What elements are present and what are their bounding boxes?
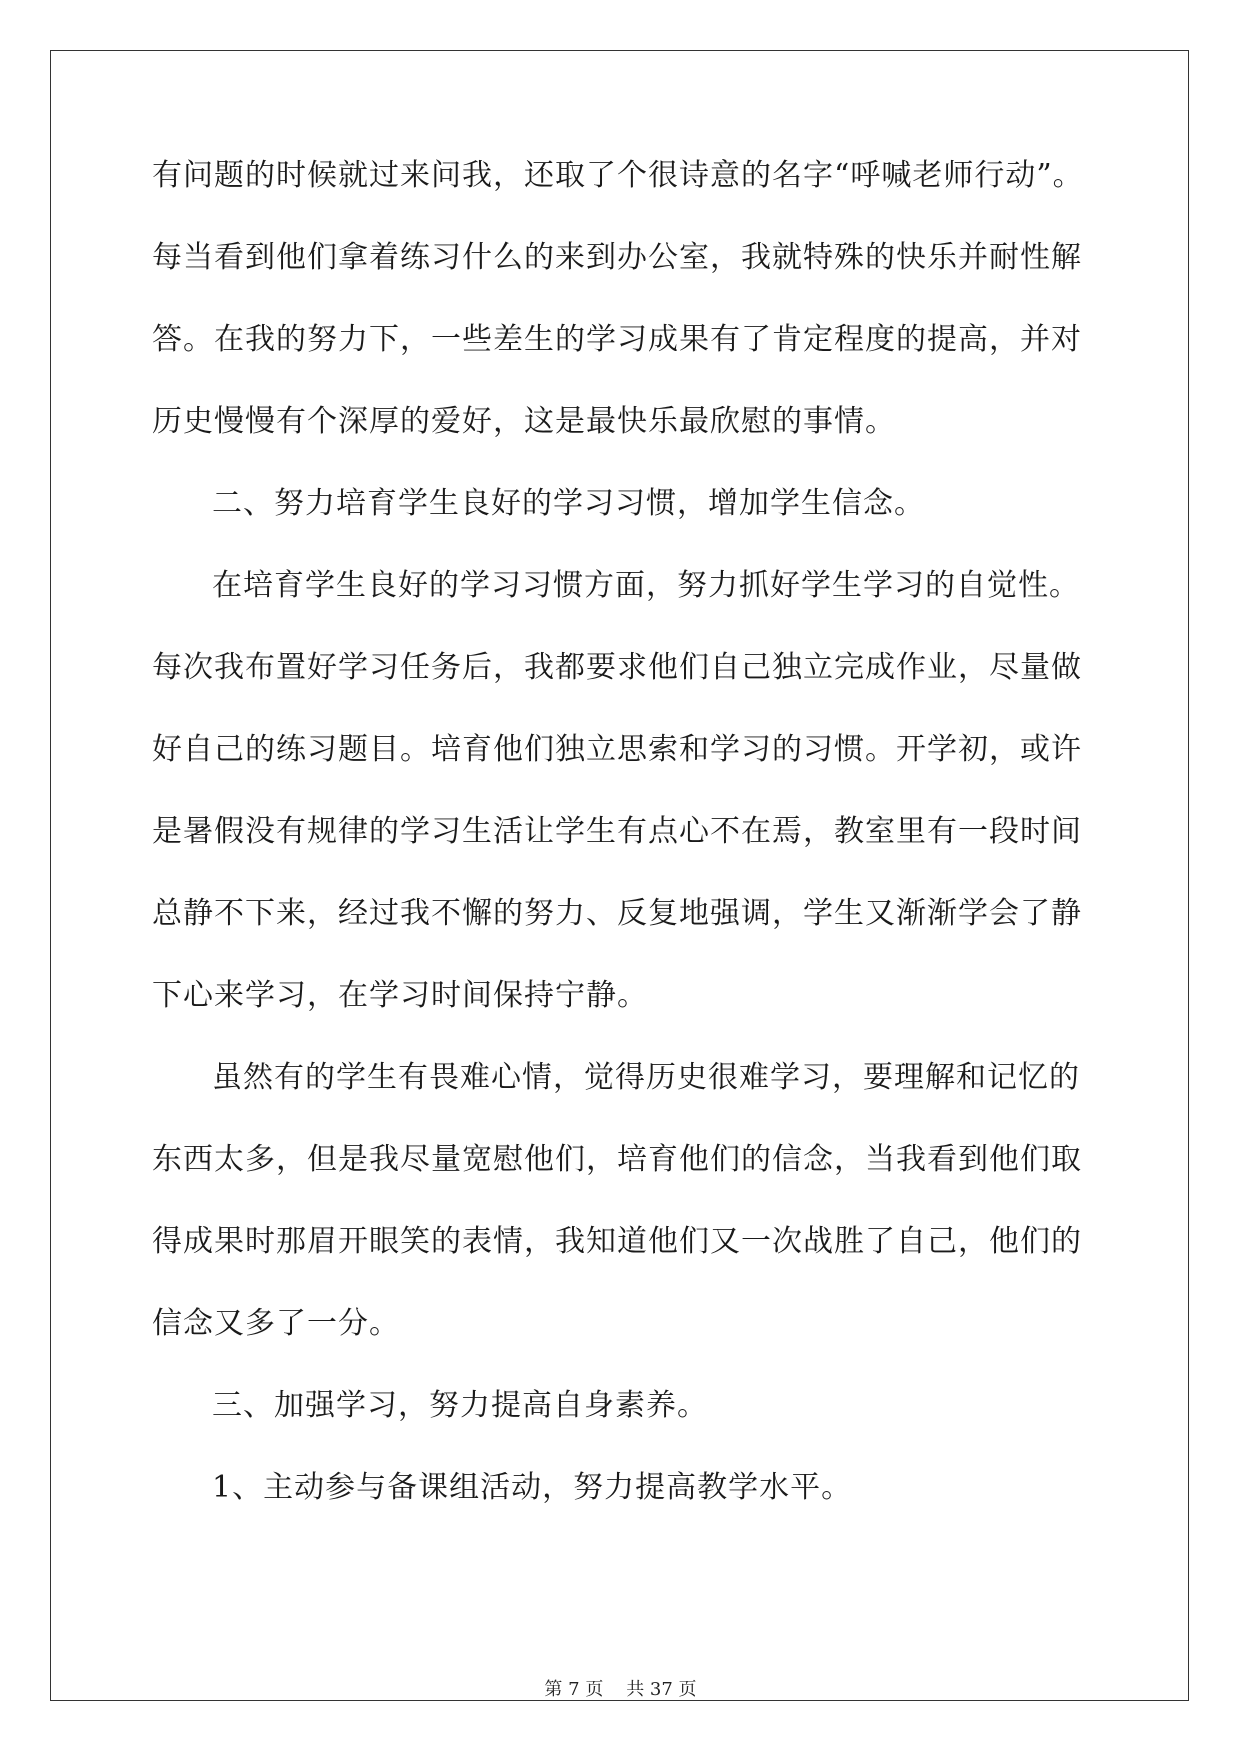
text-line: 东西太多，但是我尽量宽慰他们，培育他们的信念，当我看到他们取 bbox=[152, 1142, 1082, 1177]
text-line: 总静不下来，经过我不懈的努力、反复地强调，学生又渐渐学会了静 bbox=[152, 896, 1082, 931]
text-line: 每当看到他们拿着练习什么的来到办公室，我就特殊的快乐并耐性解 bbox=[152, 240, 1082, 275]
text-line: 答。在我的努力下，一些差生的学习成果有了肯定程度的提高，并对 bbox=[152, 322, 1082, 357]
text-line: 在培育学生良好的学习习惯方面，努力抓好学生学习的自觉性。 bbox=[212, 568, 1080, 603]
page-number: 第 7 页 共 37 页 bbox=[544, 1679, 697, 1700]
section-heading: 三、加强学习，努力提高自身素养。 bbox=[212, 1388, 708, 1423]
document-body bbox=[152, 156, 1092, 1550]
text-line: 虽然有的学生有畏难心情，觉得历史很难学习，要理解和记忆的 bbox=[212, 1060, 1080, 1095]
text-line: 历史慢慢有个深厚的爱好，这是最快乐最欣慰的事情。 bbox=[152, 404, 896, 439]
text-line: 是暑假没有规律的学习生活让学生有点心不在焉，教室里有一段时间 bbox=[152, 814, 1082, 849]
text-line: 下心来学习，在学习时间保持宁静。 bbox=[152, 978, 648, 1013]
list-item: 1、主动参与备课组活动，努力提高教学水平。 bbox=[212, 1470, 853, 1505]
text-line: 信念又多了一分。 bbox=[152, 1306, 400, 1341]
text-line: 得成果时那眉开眼笑的表情，我知道他们又一次战胜了自己，他们的 bbox=[152, 1224, 1082, 1259]
text-line: 好自己的练习题目。培育他们独立思索和学习的习惯。开学初，或许 bbox=[152, 732, 1082, 767]
section-heading: 二、努力培育学生良好的学习习惯，增加学生信念。 bbox=[212, 486, 925, 521]
text-line: 有问题的时候就过来问我，还取了个很诗意的名字“呼喊老师行动”。 bbox=[152, 158, 1084, 193]
text-line: 每次我布置好学习任务后，我都要求他们自己独立完成作业，尽量做 bbox=[152, 650, 1082, 685]
